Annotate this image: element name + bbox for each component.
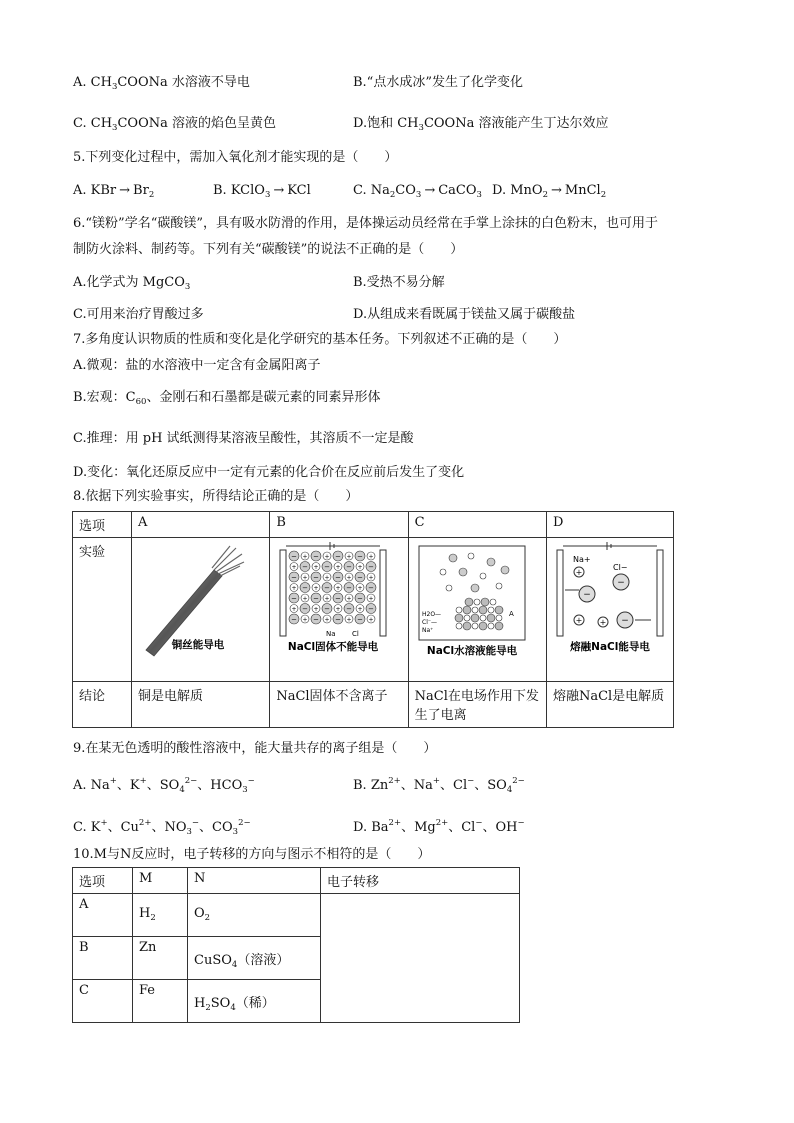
na-ion-label: Na⁺ (421, 627, 433, 634)
svg-text:+: + (302, 595, 308, 603)
q10-row-c-n: $H_2SO_4$（稀） (188, 980, 321, 1023)
svg-text:−: − (302, 584, 309, 592)
q6-option-b: B.受热不易分解 (353, 275, 445, 290)
svg-text:+: + (368, 595, 374, 603)
svg-text:+: + (324, 574, 330, 582)
svg-text:+: + (324, 553, 330, 561)
svg-text:−: − (313, 594, 320, 603)
q6-option-d: D.从组成来看既属于镁盐又属于碳酸盐 (353, 307, 576, 322)
svg-text:−: − (324, 605, 331, 613)
q7-option-b: B.宏观：$C_{60}$、金刚石和石墨都是碳元素的同素异形体 (73, 390, 381, 407)
nacl-solid-illustration (274, 542, 392, 664)
svg-text:+: + (575, 568, 583, 577)
q5-option-a: A. KBr → $Br_2$ (73, 183, 155, 200)
svg-text:+: + (313, 585, 319, 592)
q10-header-option: 选项 (73, 868, 133, 894)
svg-text:+: + (335, 606, 341, 613)
na-label: Na (326, 630, 336, 638)
svg-text:−: − (346, 605, 353, 613)
svg-text:+: + (599, 618, 607, 627)
svg-text:+: + (346, 595, 352, 603)
q8-label-c: NaCl水溶液能导电 (426, 645, 517, 657)
q5-option-c: C. $Na_2CO_3$ → CaCO$_3$ (353, 183, 482, 200)
q10-row-b-n: CuSO$_4$（溶液） (188, 937, 321, 980)
q8-header-a: A (132, 512, 270, 538)
svg-text:−: − (346, 584, 353, 592)
q10-row-b-m: Zn (133, 937, 188, 980)
q6-option-c: C.可用来治疗胃酸过多 (73, 307, 204, 322)
svg-text:−: − (291, 552, 298, 561)
q10-header-m: M (133, 868, 188, 894)
svg-text:+: + (291, 564, 297, 571)
q10-row-b-option: B (73, 937, 133, 980)
svg-text:+: + (291, 606, 297, 613)
svg-text:+: + (324, 616, 330, 624)
q8-figure-d (546, 538, 673, 682)
q10-row-a-m: $H_2$ (133, 894, 188, 937)
region-a-label: A (508, 610, 514, 618)
svg-text:−: − (357, 573, 364, 582)
q8-table (72, 511, 674, 728)
q9-option-b: B. $Zn^{2+}$、Na+、Cl−、$SO_4^{2-}$ (353, 776, 525, 795)
q4-option-c: C. $CH_3COONa$ 溶液的焰色呈黄色 (73, 116, 276, 133)
q8-conclusion-c: NaCl在电场作用下发生了电离 (408, 682, 546, 728)
svg-text:+: + (346, 553, 352, 561)
q10-table (72, 867, 520, 1023)
q8-conclusion-b: NaCl固体不含离子 (270, 682, 408, 728)
svg-text:+: + (302, 574, 308, 582)
q5-stem: 5.下列变化过程中，需加入氧化剂才能实现的是（ ） (73, 150, 398, 165)
svg-text:−: − (302, 563, 309, 571)
q9-stem: 9.在某无色透明的酸性溶液中，能大量共存的离子组是（ ） (73, 741, 437, 756)
svg-text:−: − (324, 584, 331, 592)
svg-text:−: − (621, 616, 629, 626)
svg-text:−: − (357, 552, 364, 561)
q4-option-d: D.饱和 $CH_3COONa$ 溶液能产生丁达尔效应 (353, 116, 609, 133)
q5-option-d: D. MnO$_2$ → MnCl$_2$ (492, 183, 607, 200)
q10-row-a-n: $O_2$ (188, 894, 321, 937)
q8-label-b: NaCl固体不能导电 (288, 641, 379, 653)
svg-text:+: + (368, 616, 374, 624)
svg-text:−: − (335, 552, 342, 561)
svg-text:−: − (357, 615, 364, 624)
q8-header-option: 选项 (73, 512, 132, 538)
ion-lattice (289, 551, 376, 624)
q10-row-a-option: A (73, 894, 133, 937)
svg-text:−: − (583, 590, 591, 600)
svg-text:−: − (346, 563, 353, 571)
q10-row-c-m: Fe (133, 980, 188, 1023)
svg-text:+: + (324, 595, 330, 603)
svg-text:+: + (335, 585, 341, 592)
q10-transfer-diagram-area (321, 894, 520, 1023)
h2o-label: H2O— (421, 611, 441, 618)
cl-minus-label: Cl− (612, 563, 628, 572)
nacl-solution-illustration (413, 542, 531, 664)
svg-text:−: − (291, 573, 298, 582)
svg-text:+: + (346, 574, 352, 582)
q5-option-b: B. KClO$_3$ → KCl (213, 183, 311, 200)
svg-text:−: − (291, 594, 298, 603)
q8-conclusion-a: 铜是电解质 (132, 682, 270, 728)
svg-text:+: + (368, 553, 374, 561)
svg-text:+: + (313, 564, 319, 571)
q9-option-c: C. K+、$Cu^{2+}$、$NO_3^-$、$CO_3^{2-}$ (73, 818, 251, 837)
cl-ion-label: Cl⁻— (421, 619, 437, 626)
q7-option-d: D.变化：氧化还原反应中一定有元素的化合价在反应前后发生了变化 (73, 465, 465, 480)
q10-stem: 10.M与N反应时，电子转移的方向与图示不相符的是（ ） (73, 847, 431, 862)
q7-stem: 7.多角度认识物质的性质和变化是化学研究的基本任务。下列叙述不正确的是（ ） (73, 332, 567, 347)
q8-figure-b (270, 538, 408, 682)
q9-option-a: A. Na+、K+、$SO_4^{2-}$、$HCO_3^-$ (73, 776, 255, 795)
svg-text:+: + (575, 616, 583, 625)
q8-figure-c (408, 538, 546, 682)
svg-text:−: − (335, 573, 342, 582)
svg-text:−: − (302, 605, 309, 613)
svg-text:−: − (313, 552, 320, 561)
svg-text:+: + (291, 585, 297, 592)
q6-stem-line1: 6.“镁粉”学名“碳酸镁”，具有吸水防滑的作用，是体操运动员经常在手掌上涂抹的白色粉末，也可用于 (73, 216, 658, 231)
svg-text:+: + (357, 606, 363, 613)
q7-option-a: A.微观：盐的水溶液中一定含有金属阳离子 (73, 358, 321, 373)
svg-text:−: − (324, 563, 331, 571)
svg-text:+: + (302, 616, 308, 624)
q8-label-d: 熔融NaCl能导电 (570, 641, 650, 653)
q10-header-transfer: 电子转移 (321, 868, 520, 894)
q8-label-a: 铜丝能导电 (171, 639, 225, 651)
q8-row-conclusion-label: 结论 (73, 682, 132, 728)
svg-text:+: + (357, 564, 363, 571)
q9-option-d: D. $Ba^{2+}$、$Mg^{2+}$、Cl−、OH− (353, 818, 525, 835)
svg-text:−: − (368, 584, 375, 592)
svg-text:+: + (302, 553, 308, 561)
svg-text:+: + (313, 606, 319, 613)
svg-text:−: − (368, 605, 375, 613)
q4-option-b: B.“点水成冰”发生了化学变化 (353, 75, 523, 90)
q8-header-d: D (546, 512, 673, 538)
svg-text:−: − (617, 578, 625, 588)
q7-option-c: C.推理：用 pH 试纸测得某溶液呈酸性，其溶质不一定是酸 (73, 431, 414, 446)
svg-text:−: − (368, 563, 375, 571)
q10-row-c-option: C (73, 980, 133, 1023)
svg-text:−: − (335, 615, 342, 624)
q8-row-experiment-label: 实验 (73, 538, 132, 682)
svg-text:+: + (335, 564, 341, 571)
molten-nacl-illustration (551, 542, 669, 664)
q8-stem: 8.依据下列实验事实，所得结论正确的是（ ） (73, 489, 359, 504)
svg-text:−: − (291, 615, 298, 624)
svg-text:+: + (368, 574, 374, 582)
q6-option-a: A.化学式为 MgCO$_3$ (73, 275, 191, 292)
svg-text:−: − (335, 594, 342, 603)
svg-text:−: − (313, 573, 320, 582)
q6-stem-line2: 制防火涂料、制药等。下列有关“碳酸镁”的说法不正确的是（ ） (73, 242, 464, 257)
q10-header-n: N (188, 868, 321, 894)
q4-option-a: A. $CH_3COONa$ 水溶液不导电 (73, 75, 250, 92)
svg-text:−: − (357, 594, 364, 603)
q8-figure-a (132, 538, 270, 682)
svg-text:−: − (313, 615, 320, 624)
svg-text:+: + (357, 585, 363, 592)
copper-wire-illustration (136, 542, 254, 664)
na-plus-label: Na+ (572, 555, 591, 564)
cl-label: Cl (352, 630, 360, 638)
svg-text:+: + (346, 616, 352, 624)
q8-conclusion-d: 熔融NaCl是电解质 (546, 682, 673, 728)
q8-header-c: C (408, 512, 546, 538)
q8-header-b: B (270, 512, 408, 538)
